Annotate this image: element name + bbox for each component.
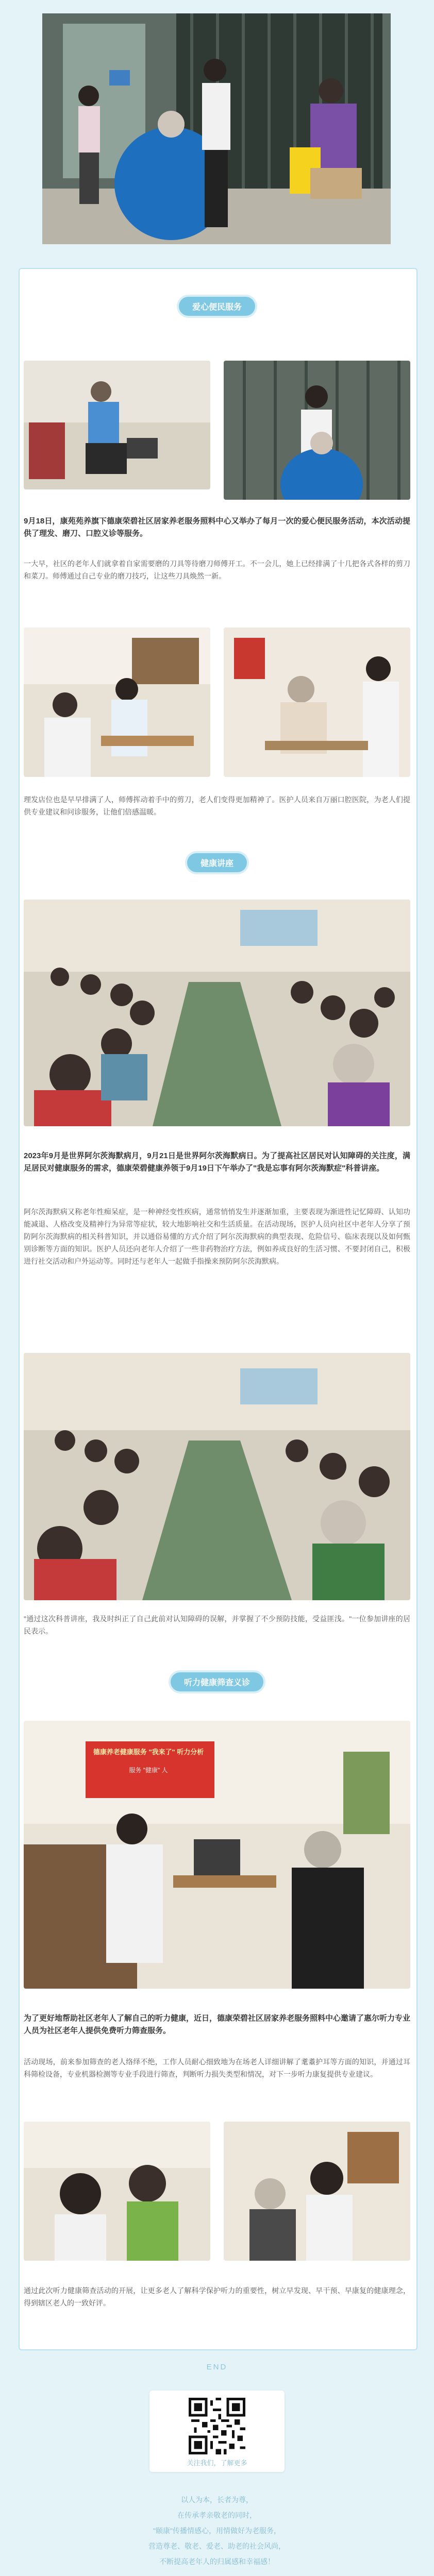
- hero-photo: [42, 13, 391, 244]
- paragraph-knife: 一大早，社区的老年人们就拿着自家需要磨的刀具等待磨刀师傅开工。不一会儿，她上已经排满了十几把各式各样的剪刀和菜刀。师傅通过自己专业的磨刀技巧，让这些刀具焕然一新。: [24, 560, 410, 580]
- footer-line-4: 营造尊老、敬老、爱老、助老的社会风尚，: [148, 2542, 286, 2550]
- paragraph-haircut: 理发店位也是早早排满了人，师傅挥动着手中的剪刀，老人们变得更加精神了。医护人员来自万丽口腔医院，为老人们提供专业建议和问诊服务，让他们倍感温暖。: [24, 795, 410, 816]
- photo-ear-check-2: [224, 2122, 410, 2261]
- photo-haircut: [224, 361, 410, 500]
- banner-subtext: 服务 "健康" 人: [129, 1767, 168, 1774]
- qr-card[interactable]: [149, 2391, 285, 2472]
- paragraph-hearing-intro: 为了更好地帮助社区老年人了解自己的听力健康，近日，德康荣碧社区居家养老服务照料中心邀请了惠尔听力专业人员为社区老年人提供免费听力筛查服务。: [24, 2014, 411, 2035]
- photo-lecture-2: [24, 1353, 410, 1600]
- paragraph-hearing-summary: 通过此次听力健康筛查活动的开展，让更多老人了解科学保护听力的重要性，树立早发现、早干预、早康复的健康理念，得到辖区老人的一致好评。: [24, 2286, 410, 2307]
- footer-line-2: 在传承孝亲敬老的同时，: [177, 2511, 257, 2519]
- qr-code-icon: [189, 2398, 245, 2454]
- paragraph-alzheimer-month: 2023年9月是世界阿尔茨海默病月，9月21日是世界阿尔茨海默病日。为了提高社区居民对认知障碍的关注度，满足居民对健康服务的需求，德康荣碧健康养领于9月19日下午举办了"我是忘事有阿尔茨海默症"科普讲座。: [24, 1151, 410, 1173]
- end-label: END: [206, 2363, 228, 2371]
- footer-line-1: 以人为本，长者为尊，: [181, 2496, 253, 2504]
- photo-hearing-screening: [24, 1721, 410, 1989]
- paragraph-alzheimer-info: 阿尔茨海默病又称老年性痴呆症，是一种神经变性疾病，通常悄悄发生并逐渐加重，主要表现为渐进性记忆障碍、认知功能减退、人格改变及精神行为异常等症状，较大地影响社交和生活质量。在活动现场，医护人员向社区中老年人分享了预防阿尔茨海默病的相关科普知识，并以通俗易懂的方式介绍了阿尔茨海默病的典型表现、危险信号、临床表现以及如何甄别诊断等方面的知识。医护人员还向老年人介绍了一些非药物治疗方法，例如养成良好的生活习惯、不要封闭自己，积极进行社交活动和户外运动等。同时还与老年人一起做手指操来预防阿尔茨海默病。: [24, 1208, 410, 1265]
- section-title-volunteer: 爱心便民服务: [179, 297, 255, 316]
- footer-line-5: 不断提高老年人的归属感和幸福感！: [159, 2557, 275, 2566]
- photo-ear-check-1: [24, 2122, 210, 2261]
- photo-knife-sharpening: [24, 361, 210, 489]
- banner-text: 德康养老健康服务 "我来了" 听力分析: [93, 1748, 204, 1756]
- section-title-health-talk: 健康讲座: [187, 853, 247, 872]
- photo-dental-1: [24, 628, 210, 777]
- section-title-hearing: 听力健康筛查义诊: [171, 1672, 263, 1691]
- photo-dental-2: [224, 628, 410, 777]
- paragraph-hearing-details: 活动现场，前来参加筛查的老人络绎不绝，工作人员耐心细致地为在场老人详细讲解了耄耋护耳等方面的知识，并通过耳科筛检设备，专业机器检测等专业手段进行筛查，判断听力损失类型和情况，对下一步听力康复提供专业建议。: [24, 2058, 410, 2078]
- paragraph-intro: 9月18日，康苑苑养旗下德康荣碧社区居家养老服务照料中心又举办了每月一次的爱心便民服务活动，本次活动提供了理发、磨刀、口腔义诊等服务。: [24, 517, 410, 538]
- footer-line-3: "颐康"传播情感心，用情做好为老服务，: [153, 2527, 281, 2535]
- qr-caption: 关注我们，了解更多: [187, 2459, 247, 2467]
- paragraph-resident-quote: "通过这次科普讲座，我及时纠正了自己此前对认知障碍的误解，并掌握了不少预防技能，受益匪浅。"一位参加讲座的居民表示。: [24, 1615, 410, 1635]
- photo-lecture-1: [24, 900, 410, 1126]
